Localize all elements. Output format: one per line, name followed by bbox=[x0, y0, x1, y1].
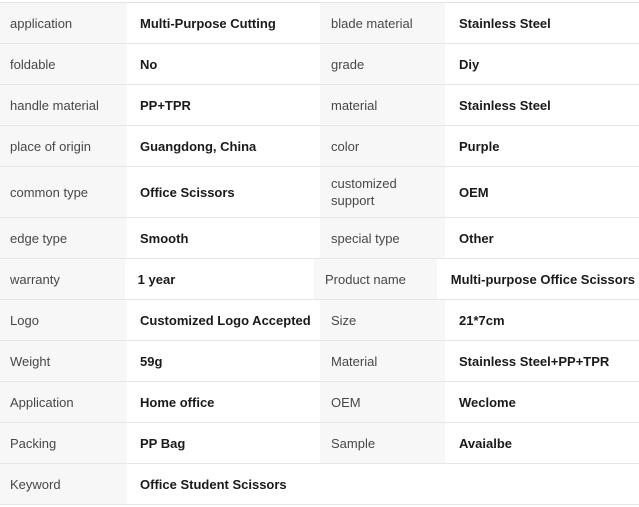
spec-value-cell: 1 year bbox=[125, 259, 314, 299]
spec-row bbox=[0, 218, 639, 259]
spec-label-cell: special type bbox=[320, 218, 445, 258]
spec-row bbox=[0, 300, 639, 341]
spec-value-cell: 59g bbox=[127, 341, 320, 381]
spec-row bbox=[0, 44, 639, 85]
spec-value-cell: Multi-Purpose Cutting bbox=[127, 3, 320, 43]
spec-row bbox=[0, 85, 639, 126]
spec-label-cell: Keyword bbox=[0, 464, 127, 504]
spec-label-cell: material bbox=[320, 85, 445, 125]
spec-row bbox=[0, 382, 639, 423]
spec-label-cell: color bbox=[320, 126, 445, 166]
spec-label-cell: common type bbox=[0, 167, 127, 217]
spec-value-cell: No bbox=[127, 44, 320, 84]
spec-label-cell: warranty bbox=[0, 259, 125, 299]
spec-row bbox=[0, 3, 639, 44]
spec-label-cell: Weight bbox=[0, 341, 127, 381]
spec-value-cell: 21*7cm bbox=[445, 300, 639, 340]
spec-value-cell: Stainless Steel+PP+TPR bbox=[445, 341, 639, 381]
spec-row bbox=[0, 341, 639, 382]
spec-label-cell: Product name bbox=[314, 259, 437, 299]
spec-value-cell: Avaialbe bbox=[445, 423, 639, 463]
product-spec-table bbox=[0, 2, 639, 507]
spec-value-cell: Guangdong, China bbox=[127, 126, 320, 166]
spec-value-cell: Other bbox=[445, 218, 639, 258]
spec-label-cell: Logo bbox=[0, 300, 127, 340]
spec-value-cell: Customized Logo Accepted bbox=[127, 300, 320, 340]
spec-label-cell: edge type bbox=[0, 218, 127, 258]
spec-label-cell: Size bbox=[320, 300, 445, 340]
spec-value-cell: Home office bbox=[127, 382, 320, 422]
spec-row bbox=[0, 126, 639, 167]
spec-value-cell: Multi-purpose Office Scissors bbox=[437, 259, 639, 299]
spec-label-cell: foldable bbox=[0, 44, 127, 84]
spec-label-cell: Sample bbox=[320, 423, 445, 463]
spec-value-cell: Stainless Steel bbox=[445, 85, 639, 125]
spec-label-cell: Material bbox=[320, 341, 445, 381]
spec-label-cell: handle material bbox=[0, 85, 127, 125]
spec-value-cell: PP Bag bbox=[127, 423, 320, 463]
spec-label-cell: blade material bbox=[320, 3, 445, 43]
spec-value-cell: Office Scissors bbox=[127, 167, 320, 217]
spec-value-cell: OEM bbox=[445, 167, 639, 217]
spec-row bbox=[0, 259, 639, 300]
spec-value-cell: Smooth bbox=[127, 218, 320, 258]
spec-label-cell: application bbox=[0, 3, 127, 43]
spec-value-cell: Diy bbox=[445, 44, 639, 84]
spec-label-cell: Packing bbox=[0, 423, 127, 463]
spec-row bbox=[0, 167, 639, 218]
spec-label-cell: Application bbox=[0, 382, 127, 422]
spec-value-cell: Office Student Scissors bbox=[127, 464, 320, 504]
spec-label-cell: place of origin bbox=[0, 126, 127, 166]
spec-value-cell: PP+TPR bbox=[127, 85, 320, 125]
spec-value-cell: Purple bbox=[445, 126, 639, 166]
spec-label-cell: OEM bbox=[320, 382, 445, 422]
spec-value-cell: Stainless Steel bbox=[445, 3, 639, 43]
spec-row bbox=[0, 464, 639, 505]
spec-row bbox=[0, 423, 639, 464]
spec-label-cell: customized support bbox=[320, 167, 445, 217]
spec-label-cell: grade bbox=[320, 44, 445, 84]
spec-value-cell: Weclome bbox=[445, 382, 639, 422]
